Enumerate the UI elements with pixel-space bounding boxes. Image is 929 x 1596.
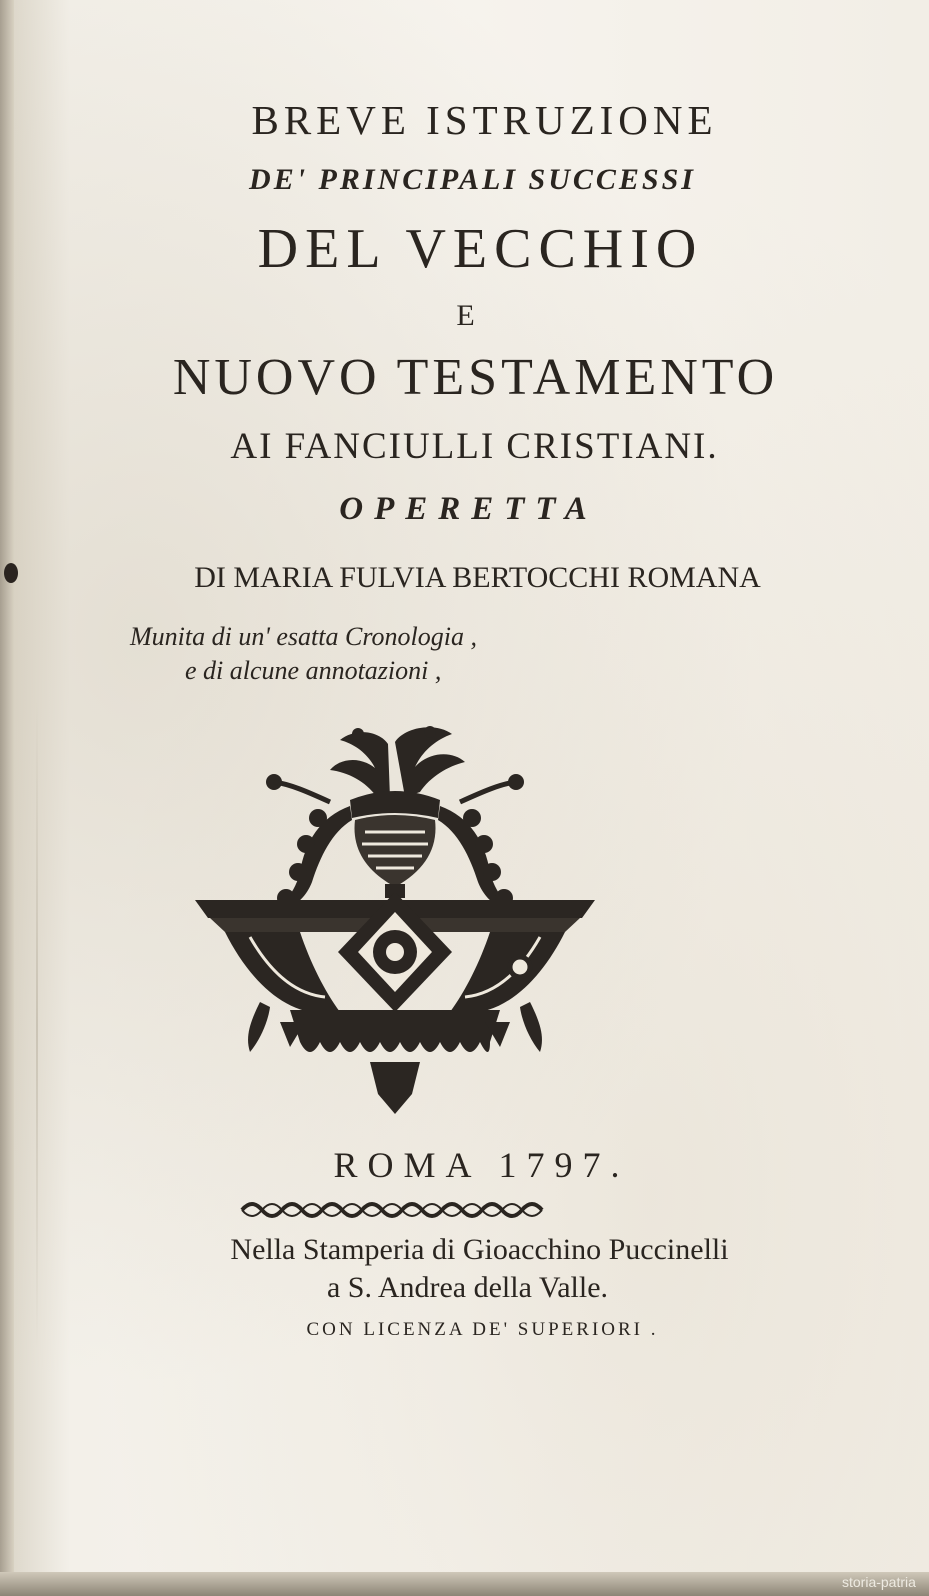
imprint-license: CON LICENZA DE' SUPERIORI . <box>306 1319 659 1340</box>
author-line: DI MARIA FULVIA BERTOCCHI ROMANA <box>194 561 761 594</box>
title-line-principali-successi: DE' PRINCIPALI SUCCESSI <box>249 163 696 196</box>
subtitle-line-cronologia: Munita di un' esatta Cronologia , <box>130 622 477 651</box>
decorative-rule-icon <box>238 1196 550 1224</box>
title-line-del-vecchio: DEL VECCHIO <box>257 218 704 280</box>
imprint-printer-line-1: Nella Stamperia di Gioacchino Puccinelli <box>230 1233 729 1266</box>
title-line-operetta: OPERETTA <box>339 491 598 527</box>
title-line-e: E <box>456 299 477 332</box>
title-line-fanciulli-cristiani: AI FANCIULLI CRISTIANI. <box>230 426 719 467</box>
imprint-place-year: ROMA 1797. <box>333 1145 630 1185</box>
title-line-breve-istruzione: BREVE ISTRUZIONE <box>251 97 718 143</box>
imprint-printer-line-2: a S. Andrea della Valle. <box>326 1271 609 1304</box>
title-line-nuovo-testamento: NUOVO TESTAMENTO <box>172 349 779 406</box>
woodcut-vignette-icon <box>190 722 600 1122</box>
subtitle-line-annotazioni: e di alcune annotazioni , <box>185 656 442 685</box>
watermark: storia-patria <box>842 1574 916 1590</box>
page-bottom-edge <box>0 1572 929 1596</box>
